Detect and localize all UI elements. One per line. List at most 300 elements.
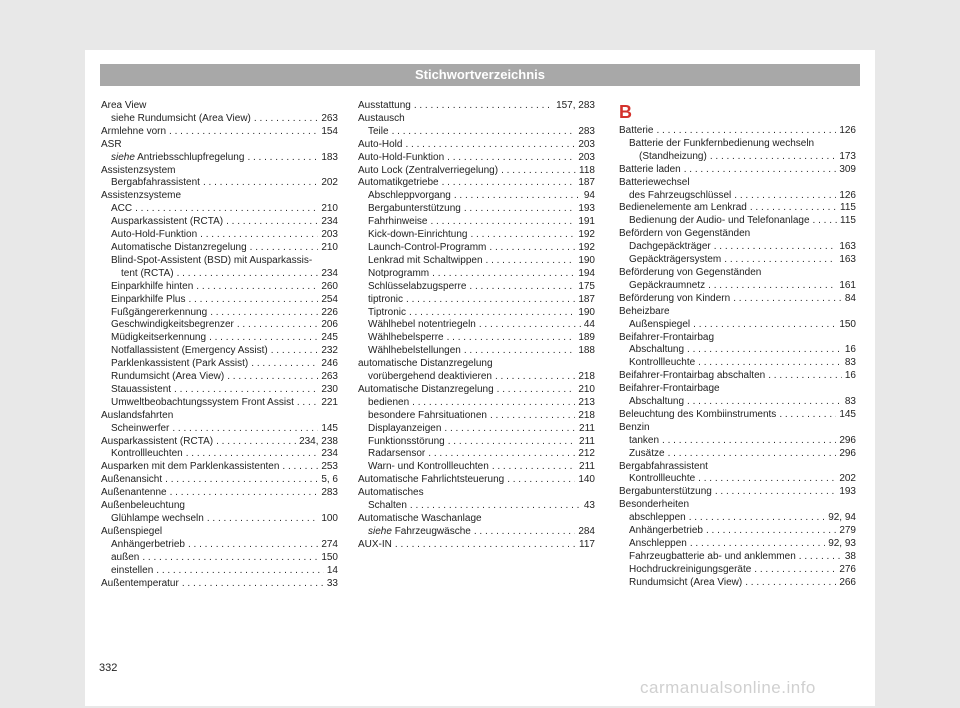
index-heading [619, 461, 856, 474]
dot-leader [395, 539, 576, 552]
dot-leader [448, 436, 576, 449]
index-heading-text: Auslandsfahrten [101, 409, 174, 421]
dot-leader [745, 577, 836, 590]
index-entry-page: 192 [578, 229, 595, 241]
index-heading [358, 487, 595, 500]
index-entry-page: 212 [578, 448, 595, 460]
index-entry-page: 218 [578, 409, 595, 421]
index-entry-page: 266 [839, 576, 856, 588]
index-entry-page: 84 [844, 292, 856, 304]
index-entry [358, 165, 595, 178]
index-entry-term: bedienen [368, 396, 410, 408]
index-entry-page: 276 [839, 563, 856, 575]
index-heading [101, 410, 338, 423]
index-entry-page: 192 [578, 241, 595, 253]
watermark: carmanualsonline.info [640, 678, 816, 697]
index-heading [619, 383, 856, 396]
index-entry-term: Auto-Hold-Funktion [358, 151, 445, 163]
index-heading-text: Außenspiegel [101, 525, 163, 537]
index-entry [619, 512, 856, 525]
index-entry [619, 202, 856, 215]
index-entry [619, 190, 856, 203]
index-heading-text: Befördern von Gegenständen [619, 228, 751, 240]
index-heading-text: Beifahrer-Frontairbag [619, 331, 715, 343]
index-entry [101, 203, 338, 216]
index-heading [619, 422, 856, 435]
dot-leader [251, 358, 318, 371]
dot-leader [714, 241, 837, 254]
index-entry [358, 281, 595, 294]
index-entry [358, 255, 595, 268]
index-entry-term: besondere Fahrsituationen [368, 409, 487, 421]
index-entry [358, 216, 595, 229]
index-entry-page: 283 [578, 125, 595, 137]
index-entry-term: abschleppen [629, 512, 686, 524]
index-entry-page: 232 [321, 345, 338, 357]
section-letter: B [619, 102, 632, 122]
index-entry-page: 92, 93 [828, 538, 856, 549]
dot-leader [174, 384, 318, 397]
index-entry-page: 44 [583, 319, 595, 331]
index-entry-page: 218 [578, 371, 595, 383]
dot-leader [486, 255, 576, 268]
page-header: Stichwortverzeichnis [100, 64, 860, 86]
index-heading-text: Bergabfahrassistent [619, 460, 708, 472]
index-entry-term: Gepäckträgersystem [629, 254, 722, 266]
index-entry-term: Auto-Hold [358, 138, 403, 150]
index-entry-term: Glühlampe wechseln [111, 513, 204, 524]
index-heading-text: Blind-Spot-Assistent (BSD) mit Ausparkassis- [111, 254, 313, 266]
index-heading [358, 113, 595, 126]
dot-leader [409, 307, 575, 320]
index-entry-page: 163 [839, 254, 856, 266]
index-heading-text: automatische Distanzregelung [358, 358, 493, 370]
index-entry [619, 486, 856, 499]
dot-leader [237, 319, 318, 332]
index-entry-term: Hochdruckreinigungsgeräte [629, 563, 752, 575]
index-entry-page: 263 [321, 371, 338, 383]
index-entry-term: Rundumsicht (Area View) [629, 576, 743, 588]
index-entry-page: 115 [840, 215, 856, 227]
index-entry [101, 126, 338, 139]
index-entry-term: vorübergehend deaktivieren [368, 371, 492, 383]
index-entry-page: 173 [839, 150, 856, 162]
dot-leader [165, 474, 318, 487]
index-entry-term: Abschleppvorgang [368, 190, 451, 202]
index-entry-term: Wählhebelstellungen [368, 345, 461, 357]
dot-leader [698, 473, 836, 486]
index-entry [101, 242, 338, 255]
index-entry-term: Armlehne vorn [101, 125, 167, 137]
index-entry-page: 296 [839, 447, 856, 459]
dot-leader [216, 436, 296, 449]
index-entry-term: Displayanzeigen [368, 422, 442, 434]
index-entry-term: tent (RCTA) [121, 267, 174, 279]
index-heading [619, 332, 856, 345]
index-entry [358, 319, 595, 332]
index-heading-text: ASR [101, 138, 122, 150]
index-heading [101, 526, 338, 539]
index-heading-text: Beförderung von Gegenständen [619, 266, 762, 278]
dot-leader [186, 448, 319, 461]
index-entry-term: Notprogramm [368, 267, 430, 279]
dot-leader [495, 371, 575, 384]
dot-leader [799, 551, 842, 564]
index-entry-term: Automatikgetriebe [358, 177, 439, 189]
dot-leader [706, 525, 836, 538]
index-entry [619, 357, 856, 370]
index-entry-term: Stauassistent [111, 383, 172, 395]
index-heading-text: Assistenzsystem [101, 164, 176, 176]
index-entry-term: Kick-down-Einrichtung [368, 229, 468, 241]
index-entry-term: Automatische Fahrlichtsteuerung [358, 474, 505, 486]
index-entry [358, 423, 595, 436]
dot-leader [282, 461, 318, 474]
index-entry-term: Automatische Distanzregelung [111, 241, 247, 253]
index-entry-page: 202 [839, 473, 856, 485]
index-entry-page: 274 [321, 538, 338, 550]
index-entry-term: Wählhebelsperre [368, 332, 444, 344]
index-entry-term: siehe Rundumsicht (Area View) [111, 112, 251, 124]
index-entry [619, 409, 856, 422]
index-entry [101, 513, 338, 526]
dot-leader [406, 294, 575, 307]
index-entry-term: Fahrzeugwäsche [394, 525, 471, 537]
dot-leader [207, 513, 318, 526]
index-heading-text: Beheizbare [619, 305, 670, 317]
index-entry-term: Notfallassistent (Emergency Assist) [111, 345, 268, 357]
index-entry-page: 157, 283 [556, 100, 595, 111]
index-heading-text: Automatisches [358, 487, 424, 499]
index-entry-term: Ausstattung [358, 100, 411, 111]
index-entry-term: Batterie laden [619, 163, 681, 175]
index-entry [619, 293, 856, 306]
index-entry [101, 371, 338, 384]
index-entry-page: 194 [578, 267, 595, 279]
dot-leader [684, 164, 837, 177]
index-entry [358, 268, 595, 281]
index-entry-term: Fußgängererkennung [111, 306, 208, 318]
index-entry [619, 473, 856, 486]
index-entry-term: Auto-Hold-Funktion [111, 229, 198, 241]
index-entry-page: 234, 238 [299, 435, 338, 447]
index-entry [101, 397, 338, 410]
index-entry-page: 245 [321, 332, 338, 344]
index-entry-term: außen [111, 551, 140, 563]
dot-leader [247, 152, 318, 165]
index-entry [358, 242, 595, 255]
index-entry-see: siehe [111, 151, 135, 163]
index-entry-term: Automatische Distanzregelung [358, 383, 494, 395]
index-entry-page: 183 [321, 151, 338, 163]
dot-leader [689, 512, 825, 525]
index-heading [619, 177, 856, 190]
index-entry [358, 177, 595, 190]
index-entry-term: Kontrollleuchte [629, 473, 696, 485]
dot-leader [734, 190, 836, 203]
index-entry-term: Radarsensor [368, 448, 426, 460]
page-number: 332 [99, 662, 118, 674]
index-entry-page: 210 [578, 383, 595, 395]
index-entry-term: Bergabunterstützung [619, 486, 712, 498]
index-entry-term: Anhängerbetrieb [629, 525, 703, 537]
index-entry [358, 294, 595, 307]
index-entry-page: 14 [326, 564, 338, 576]
index-entry-page: 203 [578, 151, 595, 163]
index-entry-page: 213 [578, 396, 595, 408]
index-entry-term: Launch-Control-Programm [368, 241, 487, 253]
dot-leader [490, 410, 575, 423]
index-heading [101, 100, 338, 113]
index-column-1 [101, 100, 338, 590]
dot-leader [464, 203, 575, 216]
index-heading [101, 255, 338, 268]
dot-leader [156, 565, 324, 578]
dot-leader [754, 564, 836, 577]
index-heading [619, 306, 856, 319]
index-entry-term: Gepäckraumnetz [629, 279, 706, 291]
dot-leader [414, 100, 553, 113]
index-entry [358, 345, 595, 358]
index-entry-term: Tiptronic [368, 306, 406, 318]
dot-leader [142, 552, 318, 565]
index-entry [358, 474, 595, 487]
index-entry-term: Bergabfahrassistent [111, 177, 200, 189]
index-entry-page: 210 [321, 203, 338, 215]
index-entry-term: Teile [368, 125, 389, 137]
dot-leader [188, 539, 318, 552]
index-entry-page: 234 [321, 267, 338, 279]
index-entry-page: 260 [321, 280, 338, 292]
index-entry [619, 538, 856, 551]
dot-leader [471, 229, 576, 242]
index-entry [101, 384, 338, 397]
index-entry [619, 254, 856, 267]
dot-leader [693, 319, 836, 332]
dot-leader [768, 370, 842, 383]
index-entry [101, 216, 338, 229]
index-entry [619, 564, 856, 577]
index-entry [358, 332, 595, 345]
index-entry [101, 281, 338, 294]
dot-leader [412, 397, 575, 410]
dot-leader [177, 268, 319, 281]
index-entry [619, 370, 856, 383]
dot-leader [750, 202, 837, 215]
index-entry [101, 152, 338, 165]
index-entry-term: Wählhebel notentriegeln [368, 319, 476, 331]
index-entry [101, 474, 338, 487]
dot-leader [447, 332, 576, 345]
index-entry-term: Müdigkeitserkennung [111, 332, 207, 344]
index-entry [358, 384, 595, 397]
index-heading-text: Besonderheiten [619, 499, 690, 511]
index-entry-term: Bedienung der Audio- und Telefonanlage [629, 215, 810, 227]
dot-leader [687, 396, 842, 409]
index-entry-page: 175 [578, 280, 595, 292]
index-entry [101, 332, 338, 345]
dot-leader [501, 165, 576, 178]
dot-leader [210, 307, 318, 320]
index-entry [619, 319, 856, 332]
index-entry [358, 152, 595, 165]
index-entry-page: 193 [839, 486, 856, 498]
index-entry-page: 140 [578, 474, 595, 486]
index-entry-page: 187 [578, 293, 595, 305]
dot-leader [172, 423, 318, 436]
index-entry-term: Außenantenne [101, 487, 167, 499]
index-entry-page: 161 [839, 279, 856, 291]
index-entry [619, 241, 856, 254]
index-heading-text: Beifahrer-Frontairbage [619, 383, 720, 395]
index-entry-page: 145 [321, 422, 338, 434]
index-entry-term: Bergabunterstützung [368, 203, 461, 215]
index-entry-page: 33 [326, 577, 338, 589]
index-entry-term: Außenspiegel [629, 318, 691, 330]
dot-leader [188, 294, 318, 307]
index-entry-term: Beförderung von Kindern [619, 292, 731, 304]
index-entry-page: 211 [579, 461, 595, 473]
dot-leader [196, 281, 318, 294]
index-entry-term: AUX-IN [358, 538, 392, 550]
index-entry-term: Außentemperatur [101, 577, 179, 589]
dot-leader [733, 293, 842, 306]
dot-leader [430, 216, 575, 229]
dot-leader [497, 384, 576, 397]
index-entry-term: Batterie [619, 125, 654, 136]
index-entry [619, 151, 856, 164]
index-entry [358, 126, 595, 139]
index-entry-term: des Fahrzeugschlüssel [629, 189, 732, 201]
index-entry [358, 397, 595, 410]
dot-leader [479, 319, 581, 332]
index-heading-text: Assistenzsysteme [101, 190, 182, 202]
index-entry-page: 203 [321, 229, 338, 241]
index-entry-page: 246 [321, 358, 338, 370]
index-column-3 [619, 103, 856, 590]
dot-leader [474, 526, 575, 539]
index-entry-term: Ausparkassistent (RCTA) [101, 435, 214, 447]
dot-leader [710, 151, 836, 164]
dot-leader [254, 113, 318, 126]
index-entry [358, 229, 595, 242]
index-column-2 [358, 100, 595, 552]
index-entry-page: 190 [578, 254, 595, 266]
index-entry-term: Schalten [368, 500, 407, 512]
index-entry-page: 16 [844, 344, 856, 356]
index-entry-term: Lenkrad mit Schaltwippen [368, 254, 483, 266]
index-heading [101, 190, 338, 203]
index-entry-page: 234 [321, 448, 338, 460]
index-entry-term: ACC [111, 203, 133, 215]
index-entry [358, 371, 595, 384]
index-entry [101, 565, 338, 578]
dot-leader [690, 538, 825, 551]
index-entry-term: Abschaltung [629, 344, 685, 356]
dot-leader [489, 242, 575, 255]
dot-leader [687, 344, 842, 357]
index-entry-page: 206 [321, 319, 338, 331]
dot-leader [209, 332, 318, 345]
index-entry-term: Kontrollleuchte [629, 357, 696, 369]
index-heading-text: Benzin [619, 421, 650, 433]
dot-leader [410, 500, 581, 513]
index-entry-page: 154 [321, 125, 338, 137]
index-entry-page: 309 [839, 163, 856, 175]
index-entry-page: 210 [321, 241, 338, 253]
dot-leader [169, 126, 318, 139]
index-heading [101, 139, 338, 152]
dot-leader [405, 139, 575, 152]
index-entry-page: 163 [839, 241, 856, 253]
dot-leader [182, 578, 324, 591]
index-entry [358, 139, 595, 152]
index-entry-term: Beleuchtung des Kombiinstruments [619, 408, 777, 420]
index-entry-term: Auto Lock (Zentralverriegelung) [358, 164, 499, 176]
dot-leader [708, 280, 836, 293]
index-entry-page: 126 [839, 125, 856, 136]
index-entry [101, 423, 338, 436]
index-entry [619, 551, 856, 564]
dot-leader [250, 242, 319, 255]
index-entry-term: Schlüsselabzugsperre [368, 280, 467, 292]
index-entry-see: siehe [368, 525, 392, 537]
dot-leader [698, 357, 842, 370]
index-entry-term: Ausparkassistent (RCTA) [111, 216, 224, 228]
index-entry [358, 410, 595, 423]
dot-leader [271, 345, 319, 358]
index-entry [619, 344, 856, 357]
index-entry [619, 448, 856, 461]
index-entry-page: 83 [844, 357, 856, 369]
index-entry-term: (Standheizung) [639, 150, 707, 162]
index-entry-term: Kontrollleuchten [111, 448, 183, 460]
index-entry-page: 254 [321, 293, 338, 305]
index-heading-text: Area View [101, 100, 147, 111]
index-entry-page: 189 [578, 332, 595, 344]
index-entry-term: Anschleppen [629, 538, 687, 549]
index-entry-page: 5, 6 [321, 474, 338, 486]
index-entry [619, 396, 856, 409]
index-entry [358, 526, 595, 539]
index-entry [101, 229, 338, 242]
index-entry-page: 226 [321, 306, 338, 318]
index-entry-page: 211 [579, 422, 595, 434]
index-column-3-entries [619, 125, 856, 590]
index-entry-term: Antriebsschlupfregelung [137, 151, 245, 163]
index-heading [101, 165, 338, 178]
index-entry-page: 296 [839, 434, 856, 446]
index-entry [358, 100, 595, 113]
index-entry-term: Abschaltung [629, 396, 685, 408]
dot-leader [715, 486, 836, 499]
index-entry-page: 230 [321, 383, 338, 395]
dot-leader [464, 345, 575, 358]
index-entry-term: tiptronic [368, 293, 404, 305]
dot-leader [779, 409, 836, 422]
index-heading-text: Außenbeleuchtung [101, 500, 185, 512]
index-entry [358, 461, 595, 474]
dot-leader [170, 487, 319, 500]
index-entry [101, 319, 338, 332]
index-entry [619, 164, 856, 177]
index-entry-term: einstellen [111, 564, 154, 576]
index-entry-term: Fahrhinweise [368, 216, 428, 228]
index-entry [358, 190, 595, 203]
index-entry-term: Außenansicht [101, 474, 163, 486]
dot-leader [135, 203, 318, 216]
index-entry-term: Umweltbeobachtungssystem Front Assist [111, 396, 294, 408]
